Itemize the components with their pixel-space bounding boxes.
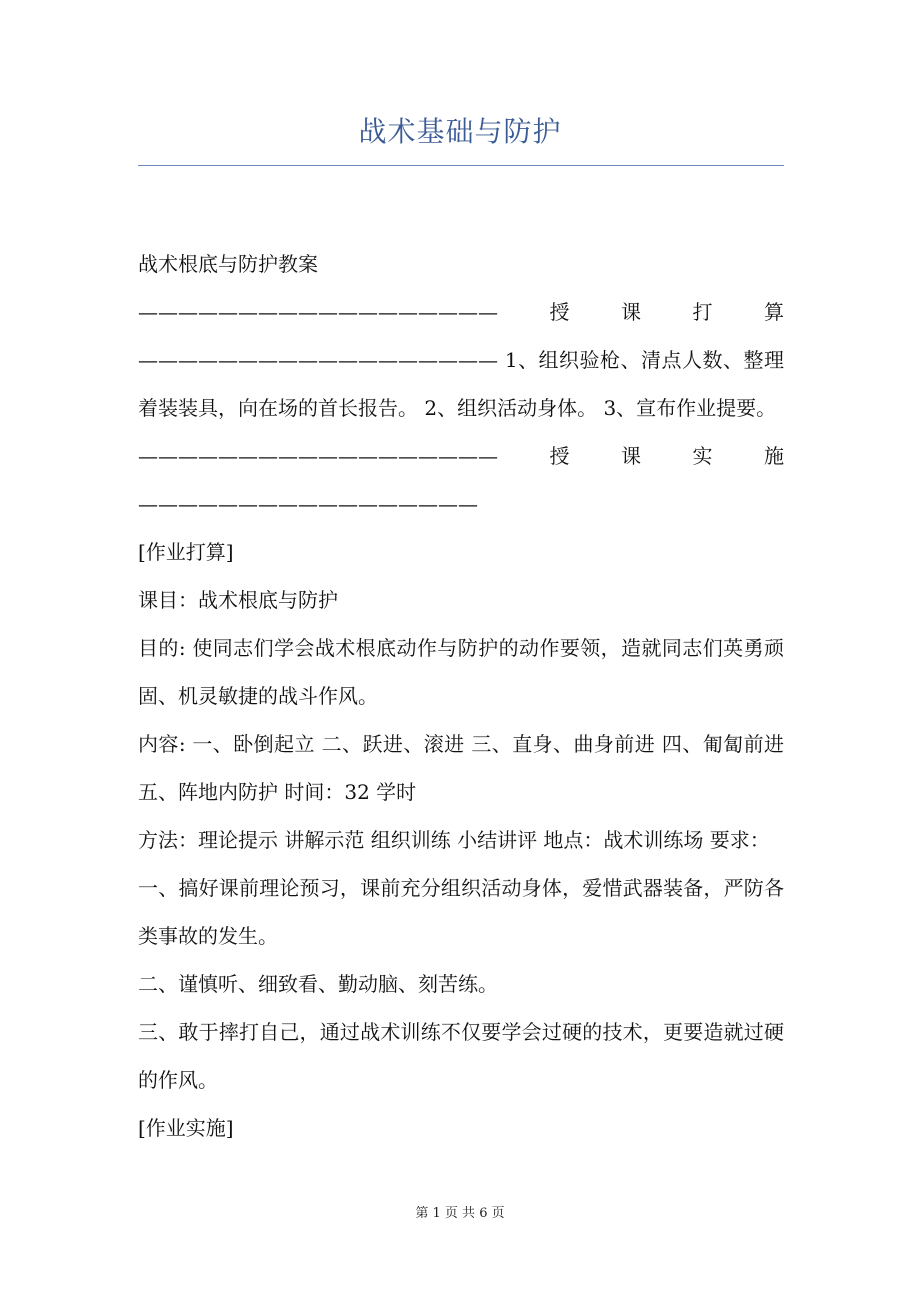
paragraph-requirement-1: 一、搞好课前理论预习，课前充分组织活动身体，爱惜武器装备，严防各类事故的发生。 — [138, 876, 784, 948]
paragraph-requirement-3: 三、敢于摔打自己，通过战术训练不仅要学会过硬的技术，更要造就过硬的作风。 — [138, 1020, 784, 1092]
paragraph-requirement-2: 二、谨慎听、细致看、勤动脑、刻苦练。 — [138, 972, 498, 996]
paragraph-operation-implementation: [作业实施] — [138, 1116, 234, 1140]
paragraph-subject: 课目：战术根底与防护 — [138, 588, 338, 612]
paragraph-purpose: 目的: 使同志们学会战术根底动作与防护的动作要领，造就同志们英勇顽固、机灵敏捷的战斗作风。 — [138, 636, 784, 708]
paragraph-method: 方法：理论提示 讲解示范 组织训练 小结讲评 地点：战术训练场 要求： — [138, 828, 770, 852]
title-divider — [138, 165, 784, 166]
document-body — [138, 240, 784, 1152]
paragraph-teaching-implementation: ——————————————————授课实施————————————————— — [138, 444, 784, 516]
paragraph-heading: 战术根底与防护教案 — [138, 252, 318, 276]
paragraph-operation-plan: [作业打算] — [138, 540, 234, 564]
paragraph-teaching-prep: ——————————————————授课打算—————————————————— 1、组织验枪、清点人数、整理着装装具，向在场的首长报告。 2、组织活动身体。 3、宣布作业提要。 — [138, 300, 784, 420]
paragraph-content: 内容: 一、卧倒起立 二、跃进、滚进 三、直身、曲身前进 四、匍匐前进 五、阵地内防护 时间：32 学时 — [138, 732, 784, 804]
document-title: 战术基础与防护 — [358, 115, 562, 148]
page-number: 第 1 页 共 6 页 — [415, 1206, 505, 1221]
